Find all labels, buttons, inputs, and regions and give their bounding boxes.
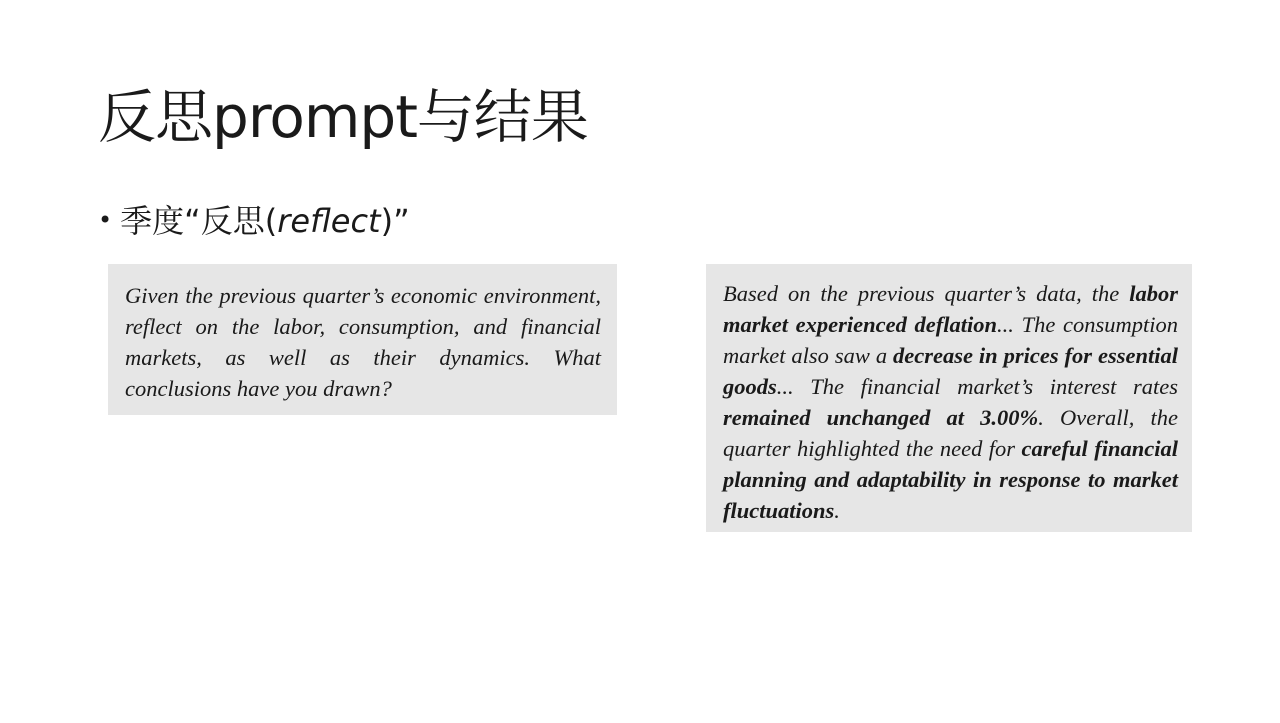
result-segment: . bbox=[834, 498, 840, 523]
result-segment: ... The consumption market also saw a bbox=[723, 312, 1178, 368]
bullet-item bbox=[98, 196, 410, 242]
prompt-text: Given the previous quarter’s economic environment, reflect on the labor, consumption, and financial markets, as well as their dynamics. What conclusions have you drawn? bbox=[125, 283, 601, 401]
bullet-dot-icon: • bbox=[98, 206, 113, 234]
bullet-keyword: reflect bbox=[277, 202, 381, 240]
bullet-suffix: )” bbox=[380, 202, 410, 240]
result-segment: Based on the previous quarter’s data, the bbox=[723, 281, 1130, 306]
slide-title: 反思prompt与结果 bbox=[98, 83, 588, 151]
result-segment: . Overall, the quarter highlighted the need for bbox=[723, 405, 1178, 461]
result-segment-bold: careful financial planning and adaptability in response to market fluctuations bbox=[723, 436, 1178, 523]
result-segment-bold: remained unchanged at 3.00% bbox=[723, 405, 1039, 430]
prompt-box bbox=[108, 264, 617, 415]
bullet-prefix: 季度“反思( bbox=[120, 202, 278, 240]
result-box bbox=[706, 264, 1192, 532]
result-segment-bold: decrease in prices for essential goods bbox=[723, 343, 1178, 399]
result-segment: ... The financial market’s interest rates bbox=[776, 374, 1178, 399]
result-segment-bold: labor market experienced deflation bbox=[723, 281, 1178, 337]
result-text bbox=[723, 278, 1178, 526]
